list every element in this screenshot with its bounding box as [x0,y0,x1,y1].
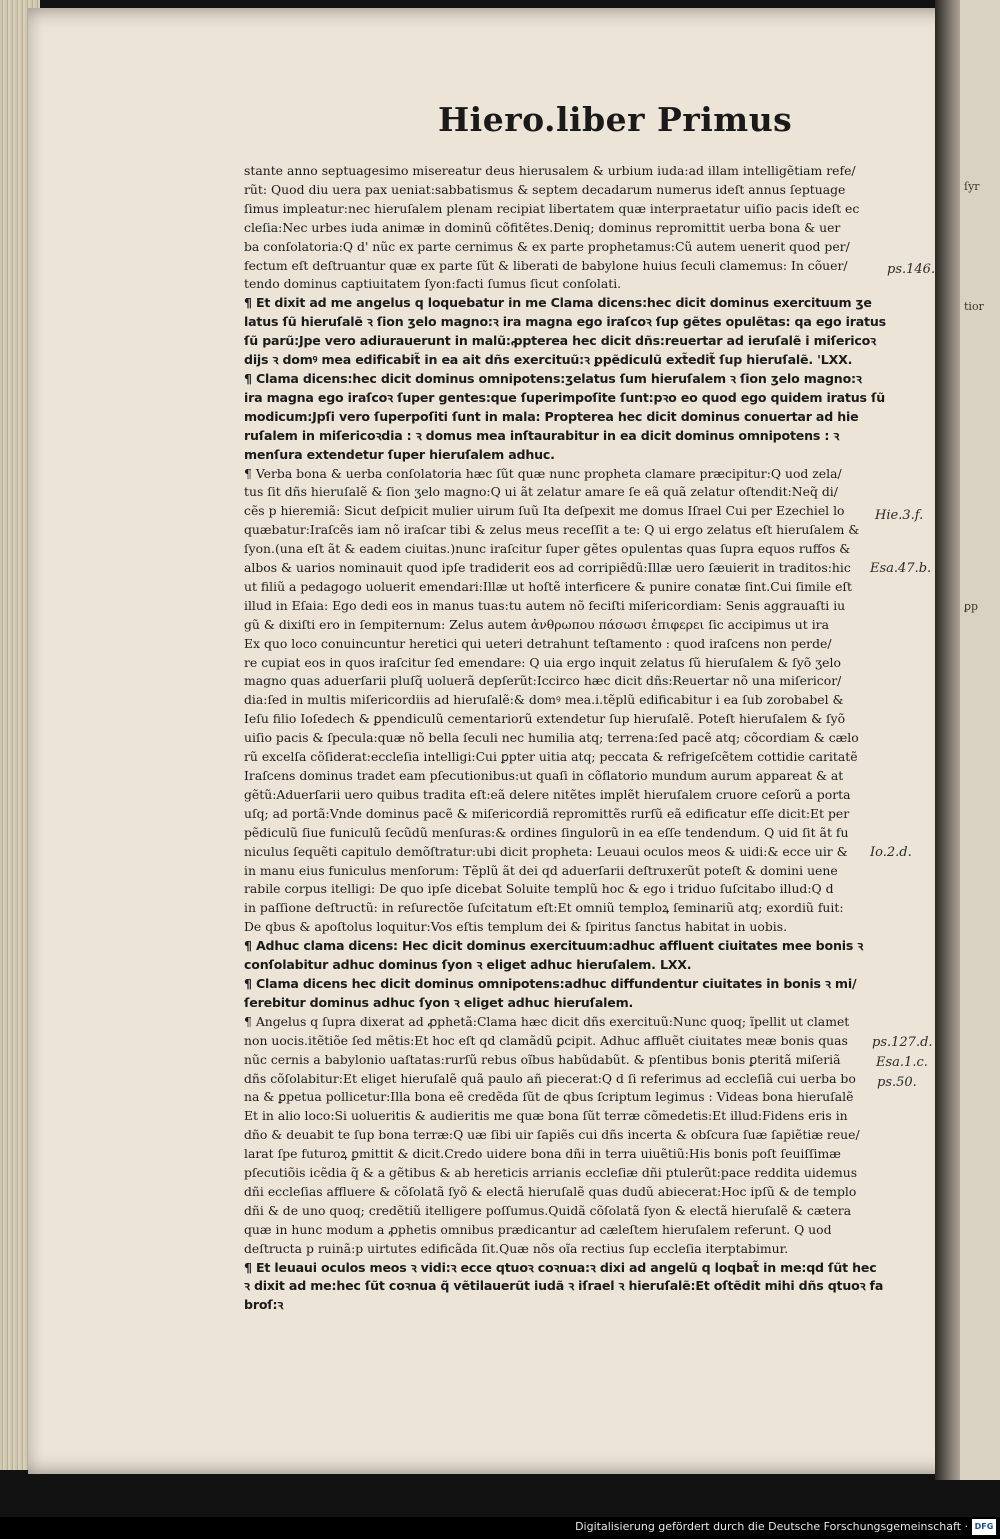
text-line: conſolabitur adhuc dominus ſyon ꝛ eliget adhuc hieruſalem. LXX. [244,957,692,973]
text-line: ba conſolatoria:Q d' nũc ex parte cernimus & ex parte prophetamus:Cũ autem uenerit quod per/ [244,238,850,254]
next-page-edge [960,0,1000,1480]
text-line: non uocis.itẽtiõe ſed mẽtis:Et hoc eſt qd clamãdũ ꝑcipit. Adhuc affluẽt ciuitates meæ bonis quas [244,1032,848,1048]
text-line: Ex quo loco conuincuntur heretici qui ueteri detrahunt teſtamento : quod iraſcens non perde/ [244,635,832,651]
text-line: dñi eccleſias affluere & cõſolatã ſyõ & electã hieruſalẽ quas dudũ abiecerat:Hoc ipſũ & de templo [244,1183,857,1199]
text-line: De qbus & apoſtolus loquitur:Vos eſtis templum dei & ſpiritus ſanctus habitat in uobis. [244,919,788,935]
text-line: modicum:Jpſi vero ſuperpoſiti ſunt in mala: Propterea hec dicit dominus conuertar ad hie [244,408,859,424]
text-line: ſũ parũ:Jpe vero adiurauerunt in malũ:ꝓpterea hec dicit dñs:reuertar ad ieruſalẽ i miſericoꝛ [244,333,876,349]
text-line: Iraſcens dominus tradet eam pſecutionibus:ut quaſi in cõflatorio mundum aurum appareat & at [244,768,844,783]
text-line: niculus ſequẽti capitulo demõſtratur:ubi dicit propheta: Leuaui oculos meos & uidi:& ecce uir & [244,843,848,859]
text-line: ¶ Clama dicens:hec dicit dominus omnipotens:ʒelatus ſum hieruſalem ꝛ ſion ʒelo magno:ꝛ [244,370,862,386]
text-line: gũ & dixiſti ero in ſempiternum: Zelus autem ἀνθρωπου πάσωσι ἐπιφερει ſic accipimus ut ira [244,616,829,632]
text-line: fectum eſt deſtruantur quæ ex parte ſũt & liberati de babylone huius ſeculi clamemus: In cõuer/ [244,257,848,273]
text-line: rũ excelſa cõſiderat:eccleſia intelligi:Cui ꝑpter uitia atq; peccata & refrigeſcẽtem cottidie caritatẽ [244,749,858,765]
text-line: Et in alio loco:Si uolueritis & audieritis me quæ bona ſũt terræ cõmedetis:Et illud:Fidens eris in [244,1108,848,1124]
text-line: pſecutiõis icẽdia q̃ & a gẽtibus & ab hereticis arrianis eccleſiæ dñi ptulerũt:pace reddita uidemus [244,1165,858,1181]
text-line: dñs cõſolabitur:Et eliget hieruſalẽ quã paulo añ piecerat:Q d ſi referimus ad eccleſiã cui uerba bo [244,1070,856,1086]
text-line: quæ in hunc modum a ꝓphetis omnibus prædicantur ad cæleſtem hieruſalem referunt. Q uod [244,1221,832,1237]
text-line: dijs ꝛ domꝰ mea edificabit̃ in ea ait dñs exercituũ:ꝛ ꝑpẽdiculũ ext̃edit̃ ſup hieruſalẽ. 'LXX. [244,352,853,368]
text-line: illud in Eſaia: Ego dedi eos in manus tuas:tu autem nõ feciſti miſericordiam: Senis aggrauaſti iu [244,597,846,613]
text-line: uſq; ad portã:Vnde dominus pacẽ & miſericordiã repromittẽs rurſũ eã edificatur eſſe dicit:Et per [244,805,850,821]
text-line: ¶ Et leuaui oculos meos ꝛ vidi:ꝛ ecce qtuoꝛ coꝛnua:ꝛ dixi ad angelũ q loqbat̃ in me:qd ſũt hec [244,1259,877,1275]
footer-bar [0,1517,1000,1539]
text-line: na & ꝑpetua pollicetur:Illa bona eẽ credẽda ſũt de qbus ſcriptum legimus : Videas bona hieruſalẽ [244,1089,854,1105]
text-line: magno quas aduerſarii pluſq̃ uoluerã depſerũt:Iccirco hæc dicit dñs:Reuertar nõ una miſericor/ [244,673,842,689]
text-line: ¶ Angelus q ſupra dixerat ad ꝓphetã:Clama hæc dicit dñs exercituũ:Nunc quoq; ĩpellit ut clamet [244,1013,850,1029]
text-line: Ieſu filio Ioſedech & ꝑpendiculũ cementariorũ extendetur ſup hieruſalẽ. Poteſt hieruſalem & ſyõ [244,711,846,727]
text-line: broſ:ꝛ [244,1297,284,1313]
text-line: deſtructa p ruinã:p uirtutes edificãda ſit.Quæ nõs oĩa rectius ſup eccleſia iterptabimur. [244,1240,789,1256]
text-line: ſyon.(una eſt ãt & eadem ciuitas.)nunc iraſcitur ſuper gẽtes opulentas quas ſupra equos ruffos & [244,541,851,557]
text-line: ira magna ego iraſcoꝛ ſuper gentes:que ſuperimpoſite ſunt:pꝛo eo quod ego quidem iratus ſũ [244,389,886,405]
text-line: ¶ Adhuc clama dicens: Hec dicit dominus exercituum:adhuc affluent ciuitates mee bonis ꝛ [244,938,864,954]
text-line: ut filiũ a pedagogo uoluerit emendari:Illæ ut hoſtẽ interficere & punire conatæ ſint.Cui ſimile eſt [244,578,852,594]
text-line: in manu eius funiculus menſorum: Tẽplũ ãt dei qd aduerſarii deſtruxerũt poteſt & domini uene [244,862,838,878]
text-line: latus ſũ hieruſalẽ ꝛ ſion ʒelo magno:ꝛ ira magna ego iraſcoꝛ ſup gẽtes opulẽtas: qa ego iratus [244,314,886,330]
dfg-logo: DFG [972,1519,996,1535]
text-line: ¶ Verba bona & uerba conſolatoria hæc ſũt quæ nunc propheta clamare præcipitur:Q uod zela/ [244,465,842,481]
main-text-block [244,162,934,1315]
text-line: menſura extendetur ſuper hieruſalem adhuc. [244,446,555,462]
text-line: cẽs p hieremiã: Sicut deſpicit mulier uirum ſuũ Ita deſpexit me domus Iſrael Cui per Ezechiel lo [244,503,845,519]
bleed-through-text: ſyr [964,180,980,193]
marginal-note: Esa.47.b. [870,561,932,576]
marginal-note: Hie.3.f. [875,508,924,523]
text-line: uiſio pacis & ſpecula:quæ nõ bella ſeculi nec humilia atq; terrena:ſed pacẽ atq; cõcordiam & cælo [244,730,859,746]
marginal-note: ps.50. [877,1075,917,1090]
text-line: ¶ Clama dicens hec dicit dominus omnipotens:adhuc diffundentur ciuitates in bonis ꝛ mi/ [244,975,857,991]
text-line: rũt: Quod diu uera pax ueniat:sabbatismus & septem decadarum numerus ideſt annus ſeptuage [244,181,846,197]
text-line: re cupiat eos in quos iraſcitur ſed emendare: Q uia ergo inquit zelatus ſũ hieruſalem & ſyõ ʒelo [244,654,841,670]
bleed-through-text: ꝑp [964,600,979,613]
text-line: ſimus impleatur:nec hieruſalem plenam recipiat libertatem quæ interpraetatur uiſio pacis ideſt ec [244,200,860,216]
text-line: larat ſpe futuroꝝ ꝑmittit & dicit.Credo uidere bona dñi in terra uiuẽtiũ:His bonis poſt ſeuiſſimæ [244,1146,841,1162]
text-line: quæbatur:Iraſcẽs iam nõ iraſcar tibi & zelus meus receſſit a te: Q ui ergo zelatus eſt hieruſalem & [244,522,860,538]
marginal-note: ps.146. [887,262,936,277]
bleed-through-text: tior [964,300,984,313]
text-line: rabile corpus itelligi: De quo ipſe dicebat Soluite templũ hoc & ego i triduo ſuſcitabo illud:Q d [244,881,834,897]
marginal-note: Io.2.d. [870,845,912,860]
text-line: nũc cernis a babylonio uaſtatas:rurſũ rebus oĩbus habũdabũt. & pſentibus bonis ꝑteritã miſeriã [244,1051,841,1067]
text-line: ¶ Et dixit ad me angelus q loquebatur in me Clama dicens:hec dicit dominus exercituum ʒe [244,295,872,311]
running-head: Hiero.liber Primus [438,100,793,139]
text-line: dñi & de uno quoq; credẽtiũ itelligere poſſumus.Quidã cõſolatã ſyon & electã hieruſalẽ & cætera [244,1202,852,1218]
text-line: ſerebitur dominus adhuc ſyon ꝛ eliget adhuc hieruſalem. [244,994,634,1010]
text-line: gẽtũ:Aduerſarii uero quibus tradita eſt:eã delere nitẽtes implẽt hieruſalem cruore ceſorũ a porta [244,786,851,802]
text-line: ruſalem in miſericoꝛdia : ꝛ domus mea inſtaurabitur in ea dicit dominus omnipotens : ꝛ [244,427,840,443]
footer-credit: Digitalisierung gefördert durch die Deutsche Forschungsgemeinschaft · [575,1520,968,1533]
text-line: tus ſit dñs hieruſalẽ & ſion ʒelo magno:Q ui ãt zelatur amare ſe eã quã zelatur oſtendit:Neq̃ di/ [244,484,838,500]
text-line: stante anno septuagesimo misereatur deus hierusalem & urbium iuda:ad illam intelligẽtiam refe/ [244,163,856,178]
text-line: tendo dominus captiuitatem ſyon:facti ſumus ſicut conſolati. [244,276,622,292]
marginal-note: ps.127.d. [872,1035,933,1050]
text-line: dia:ſed in multis miſericordiis ad hieruſalẽ:& domꝰ mea.i.tẽplũ edificabitur i ea ſub zorobabel & [244,692,844,708]
text-line: pẽdiculũ ſiue funiculũ ſecũdũ menſuras:& ordines ſingulorũ in ea eſſe tendendum. Q uid ſit ãt fu [244,824,849,840]
text-line: in paſſione deſtructũ: in reſurectõe ſuſcitatum eſt:Et omniũ temploꝝ ſeminariũ atq; exordiũ fuit: [244,900,844,916]
marginal-note: Esa.1.c. [876,1055,928,1070]
text-line: ꝛ dixit ad me:hec ſũt coꝛnua q̃ vẽtilauerũt iudã ꝛ iſrael ꝛ hieruſalẽ:Et oſtẽdit mihi dñs qtuoꝛ fa [244,1278,884,1294]
text-line: dño & deuabit te ſup bona terræ:Q uæ ſibi uir ſapiẽs cui dñs incerta & obſcura ſuæ ſapiẽtiæ reue/ [244,1127,860,1143]
text-line: albos & uarios nominauit quod ipſe tradiderit eos ad corripiẽdũ:Illæ uero ſæuierit in traditos:hic [244,560,851,576]
text-line: cleſia:Nec urbes iuda animæ in dominũ cõfitẽtes.Deniq; dominus repromittit uerba bona & uer [244,219,841,235]
